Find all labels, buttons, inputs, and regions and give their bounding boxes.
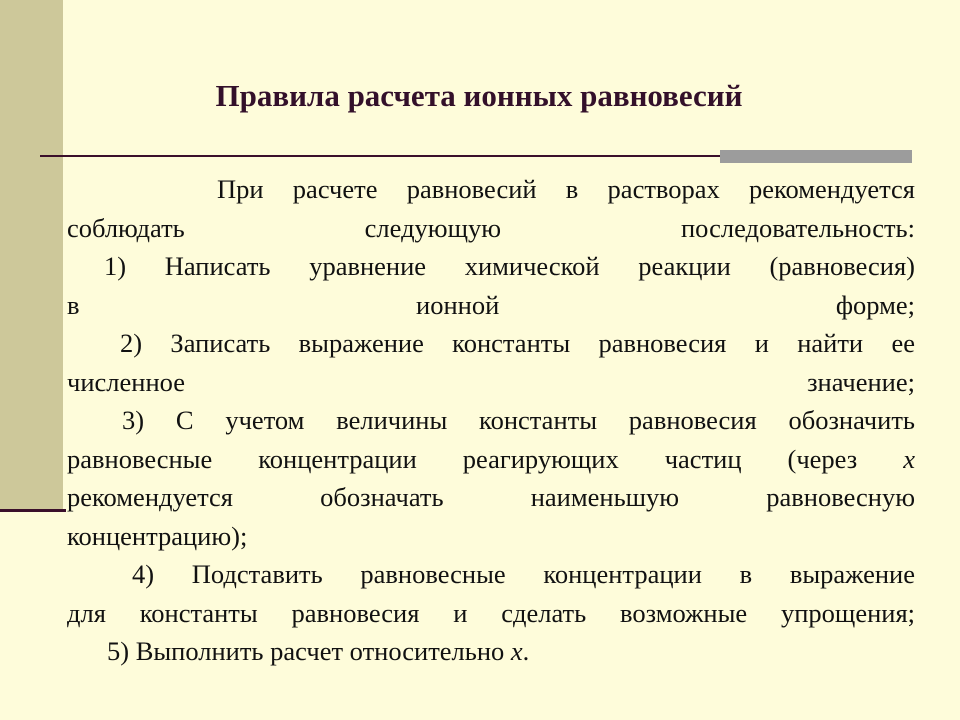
intro-line: При расчете равновесий в растворах рекомендуется [217,174,915,204]
slide-body [67,170,915,671]
step-4 [67,555,915,632]
step-line: 3) С учетом величины константы равновесия обозначить [122,405,915,435]
step-line [67,632,915,671]
slide-title: Правила расчета ионных равновесий [215,78,743,113]
step-text: . [522,636,530,666]
step-line: 1) Написать уравнение химической реакции (равновесия) [104,251,915,281]
step-line: 2) Записать выражение константы равновесия и найти ее [120,328,915,358]
step-line [67,440,915,479]
variable-x: x [510,636,523,666]
step-line: для константы равновесия и сделать возможные упрощения; [67,597,915,628]
step-2 [67,324,915,401]
variable-x: x [903,443,915,474]
step-text: 5) Выполнить расчет относительно [107,636,505,666]
step-line: рекомендуется обозначать наименьшую равновесную [67,482,915,512]
step-3 [67,401,915,555]
step-text: равновесные концентрации реагирующих частиц (через [67,443,858,474]
side-band [0,0,63,510]
title-divider-accent [720,150,912,163]
step-line: концентрацию); [67,520,248,551]
step-line: численное значение; [67,366,915,397]
band-underline [0,509,66,512]
step-5 [67,632,915,671]
step-line: 4) Подставить равновесные концентрации в выражение [132,559,915,589]
intro-line: соблюдать следующую последовательность: [67,212,915,243]
intro-paragraph [67,170,915,247]
step-1 [67,247,915,324]
step-line: в ионной форме; [67,289,915,320]
